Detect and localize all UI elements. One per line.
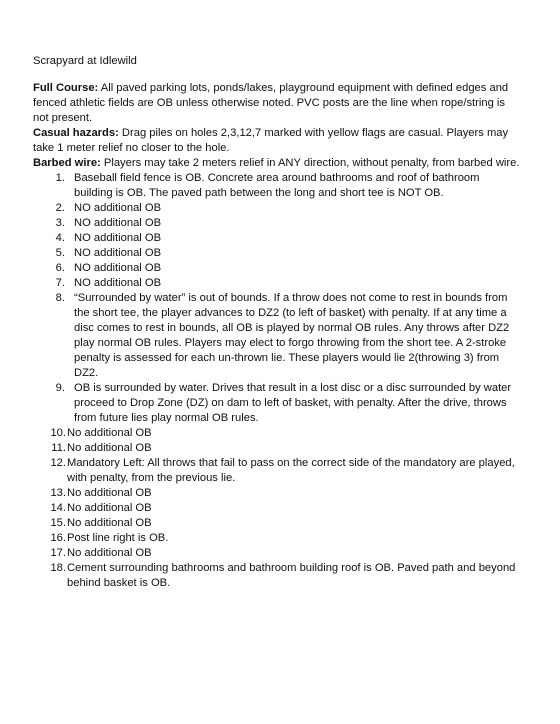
- rule-text: Players may take 2 meters relief in ANY direction, without penalty, from barbed wire.: [103, 157, 520, 169]
- hole-rules-list: [33, 171, 521, 591]
- list-item: [33, 231, 521, 246]
- list-item: [33, 561, 521, 591]
- list-item: [33, 291, 521, 381]
- list-item: [33, 246, 521, 261]
- hole-number: 12.: [50, 457, 66, 469]
- hole-number: 2.: [55, 202, 65, 214]
- hole-rule-text: Mandatory Left: All throws that fail to pass on the correct side of the mandatory are played, with penalty, from the previous lie.: [67, 457, 515, 484]
- list-item: [33, 276, 521, 291]
- hole-rule-text: OB is surrounded by water. Drives that result in a lost disc or a disc surrounded by water proceed to Drop Zone (DZ) on dam to left of basket, with penalty. After the drive, throws from future lies play normal OB rules.: [74, 382, 512, 424]
- list-item: [33, 501, 521, 516]
- rule-label: Full Course:: [33, 82, 99, 94]
- hole-number: 3.: [55, 217, 65, 229]
- rule-text: All paved parking lots, ponds/lakes, playground equipment with defined edges and fenced athletic fields are OB unless otherwise noted. PVC posts are the line when rope/string is not present.: [33, 82, 509, 124]
- list-item: [33, 261, 521, 276]
- hole-rule-text: No additional OB: [67, 502, 152, 514]
- hole-number: 7.: [55, 277, 65, 289]
- hole-number: 9.: [55, 382, 65, 394]
- hole-number: 15.: [50, 517, 66, 529]
- list-item: [33, 216, 521, 231]
- hole-number: 6.: [55, 262, 65, 274]
- hole-rule-text: Post line right is OB.: [67, 532, 169, 544]
- hole-rule-text: No additional OB: [67, 427, 152, 439]
- hole-rule-text: NO additional OB: [74, 232, 162, 244]
- hole-rule-text: No additional OB: [67, 442, 152, 454]
- list-item: [33, 171, 521, 201]
- list-item: [33, 546, 521, 561]
- hole-rule-text: Baseball field fence is OB. Concrete area around bathrooms and roof of bathroom building is OB. The paved path between the long and short tee is NOT OB.: [74, 172, 480, 199]
- hole-number: 10.: [50, 427, 66, 439]
- list-item: [33, 441, 521, 456]
- hole-rule-text: No additional OB: [67, 517, 152, 529]
- list-item: [33, 531, 521, 546]
- hole-number: 17.: [50, 547, 66, 559]
- list-item: [33, 381, 521, 426]
- hole-number: 4.: [55, 232, 65, 244]
- hole-number: 14.: [50, 502, 66, 514]
- list-item: [33, 201, 521, 216]
- hole-number: 8.: [55, 292, 65, 304]
- list-item: [33, 426, 521, 441]
- list-item: [33, 516, 521, 531]
- rule-label: Casual hazards:: [33, 127, 119, 139]
- hole-number: 13.: [50, 487, 66, 499]
- hole-rule-text: NO additional OB: [74, 247, 162, 259]
- hole-rule-text: No additional OB: [67, 487, 152, 499]
- hole-rule-text: NO additional OB: [74, 202, 162, 214]
- hole-rule-text: NO additional OB: [74, 217, 162, 229]
- rule-label: Barbed wire:: [33, 157, 101, 169]
- document-title: Scrapyard at Idlewild: [33, 55, 137, 67]
- rule-barbed-wire: [33, 156, 521, 171]
- hole-number: 18.: [50, 562, 66, 574]
- rule-casual-hazards: [33, 126, 521, 156]
- hole-number: 1.: [55, 172, 65, 184]
- rule-full-course: [33, 81, 521, 126]
- rule-text: Drag piles on holes 2,3,12,7 marked with yellow flags are casual. Players may take 1 meter relief no closer to the hole.: [33, 127, 509, 154]
- hole-rule-text: “Surrounded by water” is out of bounds. If a throw does not come to rest in bounds from the short tee, the player advances to DZ2 (to left of basket) with penalty. If at any time a disc comes to rest in bounds, all OB is played by normal OB rules. Any throws after DZ2 play normal OB rules. Players may elect to forgo throwing from the short tee. A 2-stroke penalty is assessed for each un-thrown lie. These players would lie 2(throwing 3) from DZ2.: [74, 292, 510, 379]
- hole-number: 11.: [51, 442, 66, 454]
- hole-rule-text: No additional OB: [67, 547, 152, 559]
- list-item: [33, 456, 521, 486]
- list-item: [33, 486, 521, 501]
- hole-rule-text: NO additional OB: [74, 277, 162, 289]
- hole-rule-text: NO additional OB: [74, 262, 162, 274]
- hole-rule-text: Cement surrounding bathrooms and bathroom building roof is OB. Paved path and beyond behind basket is OB.: [67, 562, 516, 589]
- hole-number: 5.: [55, 247, 65, 259]
- hole-number: 16.: [50, 532, 66, 544]
- document-page: [33, 54, 521, 591]
